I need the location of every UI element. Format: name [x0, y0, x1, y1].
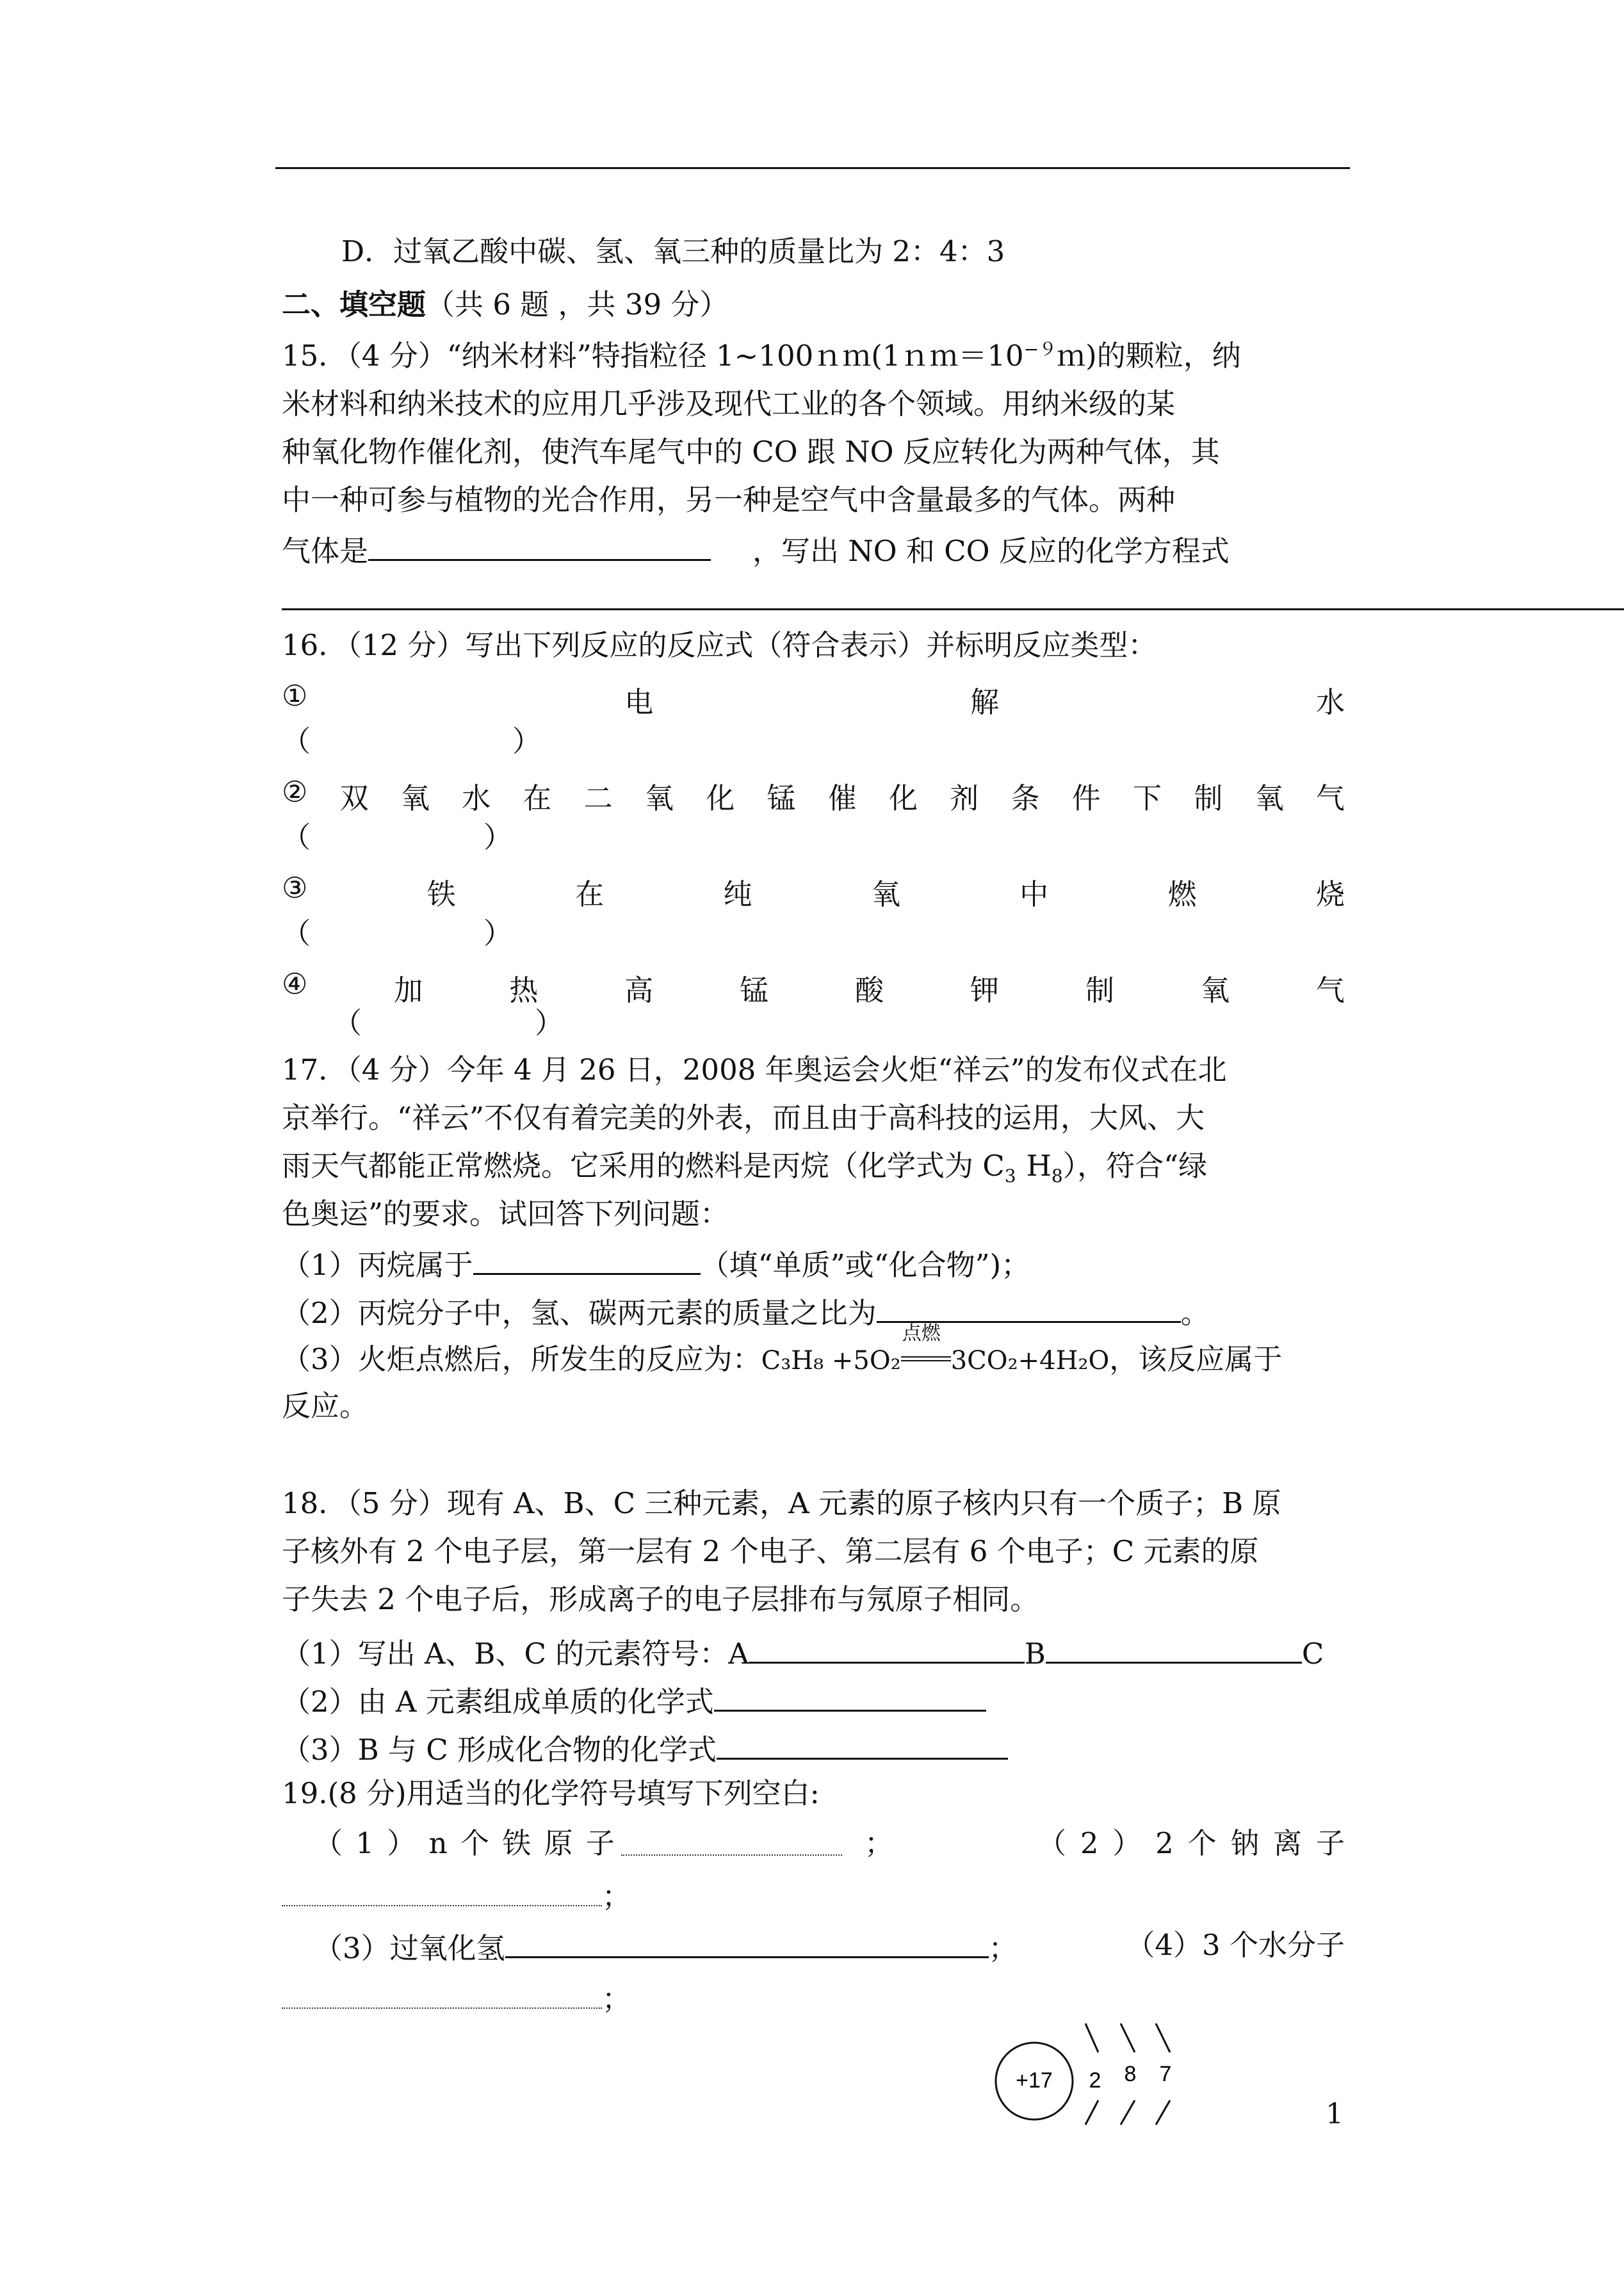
q17-h: H	[1026, 1149, 1052, 1183]
q19-item1-char: 个	[460, 1826, 489, 1860]
q19-row2-semicolon: ；	[988, 1931, 1018, 1965]
q16-item-2-char: 下	[1133, 781, 1162, 815]
q19-row1	[282, 1826, 1345, 1861]
q18-sub3-blank[interactable]	[717, 1732, 1008, 1760]
q16-item-2-char: 化	[888, 781, 918, 815]
option-d: D．过氧乙酸中碳、氢、氧三种的质量比为 2：4：3	[341, 234, 1005, 268]
q18-b-blank[interactable]	[1046, 1636, 1302, 1664]
q19-item2-blank[interactable]	[282, 1879, 602, 1906]
shell-electrons-1: 2	[1089, 2068, 1101, 2093]
q19-item1-char: 子	[585, 1826, 615, 1860]
q16-item-2-char: 水	[462, 781, 491, 815]
q16-item-3-char: 纯	[723, 877, 752, 911]
q17-line3-end: ），符合“绿	[1062, 1149, 1208, 1183]
q19-item2-char: 钠	[1230, 1826, 1260, 1860]
q17-sub-8: 8	[1051, 1165, 1063, 1187]
q15-line2: 米材料和纳米技术的应用几乎涉及现代工业的各个领域。用纳米级的某	[282, 387, 1176, 421]
q16-item-2-type[interactable]: （ ）	[282, 820, 513, 854]
q16-item-1-char: ①	[282, 679, 308, 713]
q15-line1-end: ｍ)的颗粒，纳	[1057, 339, 1241, 373]
q16-item-2-char: 氧	[400, 781, 430, 815]
q17-sub-3: 3	[1004, 1165, 1016, 1187]
q19-row2-end: ；	[602, 1982, 631, 2016]
q19-item2-char: （	[1037, 1826, 1067, 1860]
q19-row1-end: ；	[602, 1879, 631, 1913]
q16-item-2-char: 在	[523, 781, 552, 815]
q19-item2-char: 离	[1273, 1826, 1303, 1860]
q17-sub2	[282, 1295, 1210, 1330]
q18-sub1	[282, 1636, 1324, 1671]
q15-equation-prompt: ，写出 NO 和 CO 反应的化学方程式	[752, 534, 1230, 568]
q16-item-3-type[interactable]: （ ）	[282, 916, 513, 950]
q16-item-2-char: 氧	[644, 781, 674, 815]
q17-sub2-end: 。	[1180, 1296, 1210, 1330]
q16-item-4-char: 钾	[970, 973, 1000, 1007]
q17-sub3-label: （3）火炬点燃后，所发生的反应为：	[282, 1342, 761, 1376]
shell-electrons-2: 8	[1124, 2062, 1137, 2086]
q17-equation-arrow	[901, 1322, 951, 1369]
q16-item-4-char: 热	[509, 973, 539, 1007]
q19-item1-char: 铁	[502, 1826, 532, 1860]
q15-answer-line[interactable]	[282, 608, 1624, 610]
q18-line1: 18．（5 分）现有 A、B、C 三种元素，A 元素的原子核内只有一个质子；B 原	[282, 1486, 1281, 1520]
q15-line1	[282, 339, 1241, 373]
q18-sub2-blank[interactable]	[714, 1684, 986, 1712]
section-subtitle: （共 6 题 ，共 39 分）	[426, 288, 729, 321]
q17-sub1-blank[interactable]	[473, 1247, 701, 1275]
q19-item2-char: 2	[1155, 1826, 1174, 1860]
q19-item2-char: 个	[1187, 1826, 1217, 1860]
q17-sub1-hint: （填“单质”或“化合物”)；	[700, 1248, 1030, 1282]
page-number: 1	[1326, 2098, 1344, 2130]
q16-item-2-char: 气	[1315, 781, 1345, 815]
q16-intro: 16．（12 分）写出下列反应的反应式（符合表示）并标明反应类型：	[282, 628, 1157, 662]
q16-item-4-char: ④	[282, 967, 308, 1001]
q18-sub2	[282, 1684, 986, 1719]
q16-item-3-char: 在	[575, 877, 605, 911]
q16-item-3-char: 烧	[1315, 877, 1345, 911]
q15-line4: 中一种可参与植物的光合作用，另一种是空气中含量最多的气体。两种	[282, 483, 1176, 517]
q17-line2: 京举行。“祥云”不仅有着完美的外表，而且由于高科技的运用，大风、大	[282, 1101, 1205, 1135]
q17-sub2-blank[interactable]	[877, 1295, 1181, 1323]
q16-item-2	[282, 775, 1345, 816]
q19-row2	[282, 1928, 1345, 1965]
q19-item2-char: 2	[1080, 1826, 1099, 1860]
q15-exponent: −９	[1023, 339, 1057, 360]
q15-line3: 种氧化物作催化剂，使汽车尾气中的 CO 跟 NO 反应转化为两种气体，其	[282, 435, 1220, 469]
q18-sub2-label: （2）由 A 元素组成单质的化学式	[282, 1685, 714, 1719]
q16-item-2-char: 化	[706, 781, 735, 815]
q16-item-2-char: 催	[827, 781, 857, 815]
q19-item1-char: n	[428, 1826, 448, 1860]
q16-item-2-char: 氧	[1255, 781, 1284, 815]
q16-item-2-char: 锰	[767, 781, 796, 815]
shell-electrons-3: 7	[1159, 2062, 1172, 2086]
q16-item-2-char: 件	[1071, 781, 1101, 815]
q16-item-1	[282, 679, 1345, 720]
q15-gas-label: 气体是	[282, 534, 369, 568]
q16-item-1-char: 水	[1315, 685, 1345, 719]
q17-condition: 点燃	[902, 1322, 941, 1345]
q16-item-2-char: 剂	[950, 781, 979, 815]
q17-sub1	[282, 1247, 1030, 1282]
q16-item-3-char: 燃	[1167, 877, 1197, 911]
q16-item-4-char: 氧	[1200, 973, 1230, 1007]
q18-c-label: C	[1301, 1637, 1324, 1671]
q18-a-blank[interactable]	[749, 1636, 1025, 1664]
q18-sub3-label: （3）B 与 C 形成化合物的化学式	[282, 1733, 717, 1767]
atom-structure-diagram	[986, 2017, 1230, 2126]
q15-line1-text: 15．（4 分）“纳米材料”特指粒径 1~100ｎｍ(1ｎｍ＝10	[282, 339, 1024, 373]
section-heading	[282, 290, 728, 319]
q15-gas-blank[interactable]	[368, 533, 711, 561]
q17-sub3-line2: 反应。	[282, 1389, 369, 1423]
q19-item1-blank[interactable]	[621, 1829, 842, 1856]
q17-line4: 色奥运”的要求。试回答下列问题：	[282, 1197, 729, 1231]
q16-item-4-char: 制	[1085, 973, 1115, 1007]
q16-item-1-char: 电	[624, 685, 654, 719]
q19-item1-char: 原	[544, 1826, 573, 1860]
q17-equation-left: C₃H₈ +5O₂	[761, 1346, 901, 1375]
q16-item-2-char: 条	[1011, 781, 1040, 815]
q16-item-3-char: ③	[282, 871, 308, 905]
q16-item-4	[282, 967, 1345, 1009]
q19-item3-blank[interactable]	[505, 1931, 989, 1958]
q17-sub2-label: （2）丙烷分子中，氢、碳两元素的质量之比为	[282, 1296, 877, 1330]
q17-formula-intro: 雨天气都能正常燃烧。它采用的燃料是丙烷（化学式为 C	[282, 1149, 1005, 1183]
q17-line1: 17．（4 分）今年 4 月 26 日，2008 年奥运会火炬“祥云”的发布仪式在北	[282, 1053, 1227, 1087]
q19-item3-label: （3）过氧化氢	[314, 1931, 505, 1965]
q19-item2-char: ）	[1112, 1826, 1142, 1860]
q17-sub3	[282, 1322, 1283, 1376]
q16-item-4-char: 加	[394, 973, 423, 1007]
q16-item-3-char: 中	[1019, 877, 1049, 911]
q17-sub1-label: （1）丙烷属于	[282, 1248, 473, 1282]
q16-item-4-type[interactable]: （ ）	[333, 1006, 564, 1040]
q16-item-2-char: ②	[282, 775, 308, 809]
q16-item-1-char: 解	[970, 685, 1000, 719]
q19-row1b	[282, 1879, 631, 1911]
q19-item2-char: 子	[1315, 1826, 1345, 1860]
q16-item-1-type[interactable]: （ ）	[282, 724, 542, 758]
q19-intro: 19.(8 分)用适当的化学符号填写下列空白:	[282, 1776, 820, 1810]
q16-item-3	[282, 871, 1345, 912]
q17-line3	[282, 1149, 1208, 1187]
q18-sub3	[282, 1732, 1008, 1767]
q16-item-2-char: 制	[1194, 781, 1223, 815]
q19-row1-semicolon: ；	[865, 1826, 894, 1860]
q18-line2: 子核外有 2 个电子层，第一层有 2 个电子、第二层有 6 个电子；C 元素的原	[282, 1534, 1259, 1568]
q19-item1-char: ）	[387, 1826, 416, 1860]
q19-item1-char: 1	[355, 1826, 374, 1860]
header-rule	[275, 167, 1350, 169]
q16-item-4-char: 气	[1315, 973, 1345, 1007]
q16-item-2-char: 二	[583, 781, 613, 815]
q19-item4-label: （4）3 个水分子	[1126, 1928, 1345, 1962]
q19-item1-char: （	[314, 1826, 343, 1860]
q19-item4-blank[interactable]	[282, 1982, 602, 2009]
q16-item-3-char: 氧	[871, 877, 900, 911]
q17-equation-right: 3CO₂+4H₂O	[950, 1346, 1110, 1375]
q17-sub3-end: ，该反应属于	[1109, 1342, 1283, 1376]
section-title: 二、填空题	[282, 288, 426, 321]
q15-line5	[282, 533, 1230, 568]
q18-sub1-label: （1）写出 A、B、C 的元素符号：A	[282, 1637, 749, 1671]
q16-item-4-char: 锰	[740, 973, 769, 1007]
nucleus-charge: +17	[1016, 2068, 1053, 2093]
q19-item2-label	[1037, 1826, 1345, 1860]
q18-line3: 子失去 2 个电子后，形成离子的电子层排布与氖原子相同。	[282, 1582, 1039, 1616]
q16-item-2-char: 双	[339, 781, 369, 815]
q19-item1-label	[314, 1826, 615, 1860]
q16-item-4-char: 酸	[855, 973, 884, 1007]
q18-b-label: B	[1024, 1637, 1046, 1671]
q16-item-4-char: 高	[624, 973, 654, 1007]
q19-row2b	[282, 1982, 631, 2016]
q16-item-3-char: 铁	[426, 877, 456, 911]
